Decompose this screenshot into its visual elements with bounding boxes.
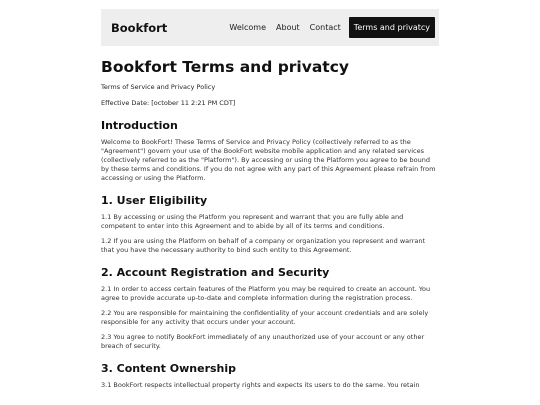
page-title: Bookfort Terms and privatcy [101, 58, 350, 76]
section-paragraph: 2.2 You are responsible for maintaining the confidentiality of your account credentials and are solely responsible for any activity that occurs under your account. [101, 309, 429, 326]
navbar [101, 9, 439, 46]
effective-date: Effective Date: [october 11 2:21 PM CDT] [101, 99, 236, 107]
nav-link-about[interactable]: About [276, 23, 300, 32]
section-paragraph: 2.3 You agree to notify BookFort immediately of any unauthorized use of your account or any other breach of security. [101, 333, 425, 350]
page [101, 0, 439, 390]
nav-link-welcome[interactable]: Welcome [229, 23, 267, 32]
section-paragraph: 2.1 In order to access certain features of the Platform you may be required to create an account. You agree to provide accurate up-to-date and complete information during the registration process. [101, 285, 431, 302]
page-subtitle: Terms of Service and Privacy Policy [101, 83, 216, 91]
nav-link-contact[interactable]: Contact [309, 23, 341, 32]
section-heading-user-eligibility: 1. User Eligibility [101, 194, 208, 207]
section-paragraph: 3.1 BookFort respects intellectual property rights and expects its users to do the same. You retain [101, 381, 420, 389]
nav-link-terms[interactable]: Terms and privatcy [349, 17, 435, 38]
nav-links [224, 17, 435, 38]
section-paragraph: Welcome to BookFort! These Terms of Service and Privacy Policy (collectively referred to as the "Agreement") govern your use of the BookFort website mobile application and any related services (collectively referred to as the "Platform"). By accessing or using the Platform you agree to be bound by these terms and conditions. If you do not agree with any part of this Agreement please refrain from accessing or using the Platform. [101, 138, 436, 182]
section-heading-content-ownership: 3. Content Ownership [101, 362, 237, 375]
brand-logo[interactable]: Bookfort [111, 20, 168, 35]
section-heading-introduction: Introduction [101, 119, 178, 132]
section-heading-account-registration: 2. Account Registration and Security [101, 266, 330, 279]
section-paragraph: 1.2 If you are using the Platform on behalf of a company or organization you represent and warrant that you have the necessary authority to bind such entity to this Agreement. [101, 237, 426, 254]
section-paragraph: 1.1 By accessing or using the Platform you represent and warrant that you are fully able and competent to enter into this Agreement and to abide by all of its terms and conditions. [101, 213, 404, 230]
